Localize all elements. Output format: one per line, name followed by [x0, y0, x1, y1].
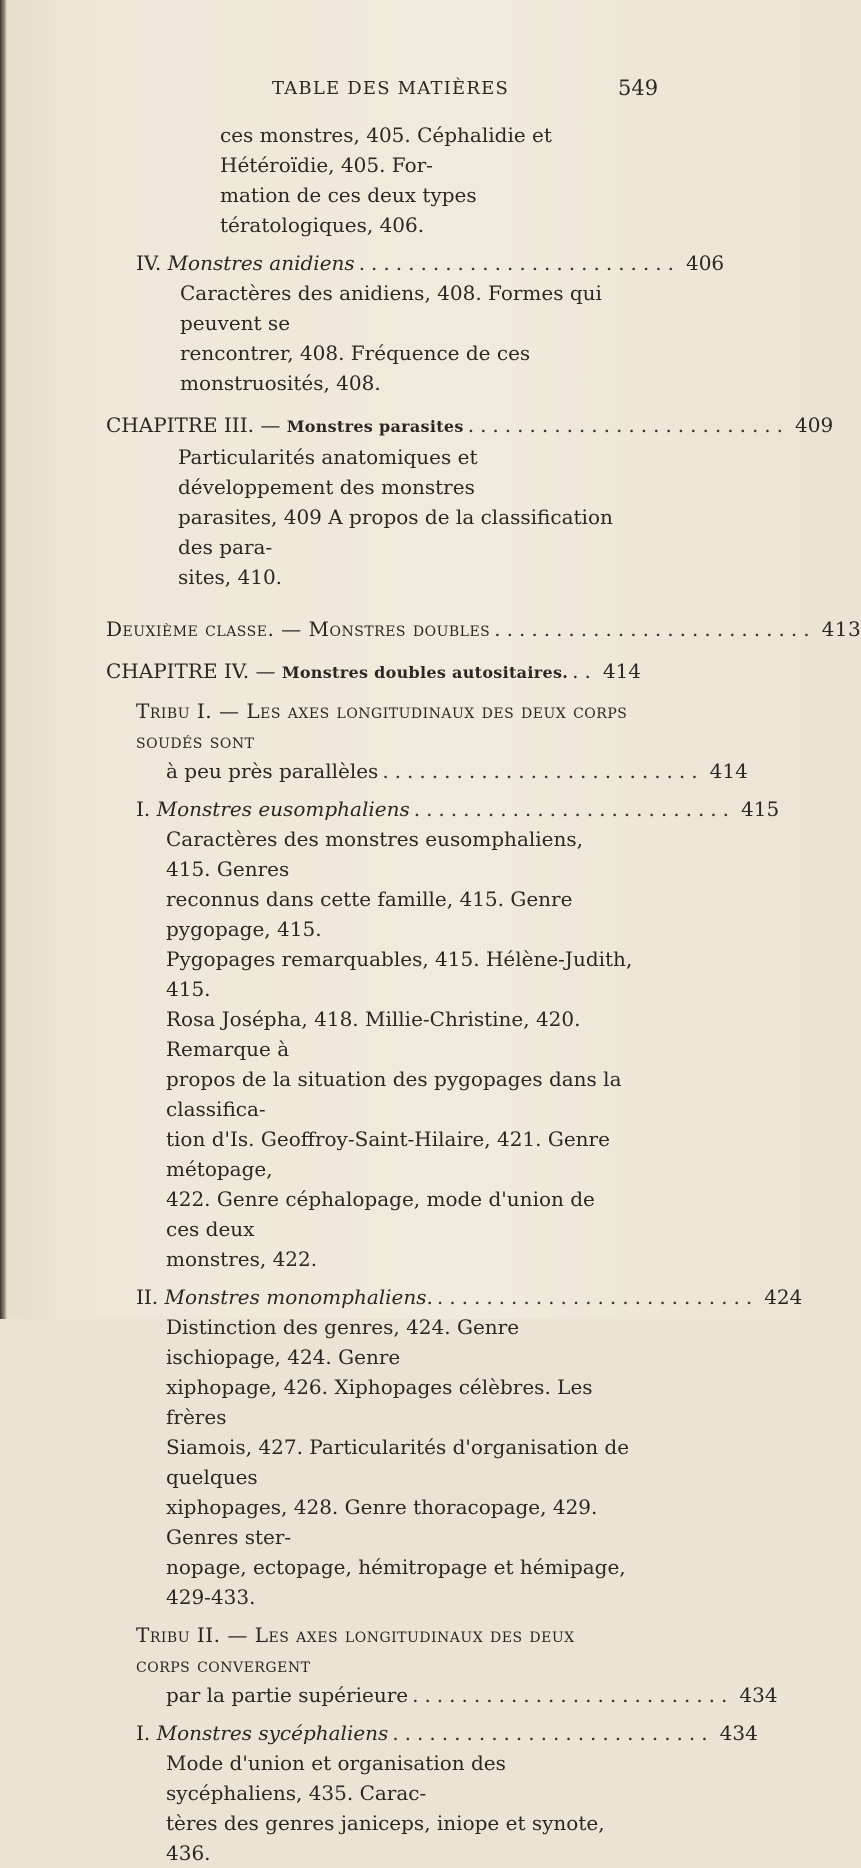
text-line: Siamois, 427. Particularités d'organisation de quelques [166, 1435, 630, 1489]
dot-leader: .......................... [436, 1285, 759, 1309]
toc-tribu-1-heading [136, 696, 633, 756]
toc-text-block [180, 278, 633, 398]
dot-leader: .......................... [412, 1683, 734, 1707]
toc-entry-partie-superieure[interactable] [166, 1680, 778, 1710]
text-line: Particularités anatomiques et développement des monstres [178, 445, 478, 499]
toc-entry-chapitre-3[interactable] [106, 410, 834, 442]
text-line: Mode d'union et organisation des sycéphaliens, 435. Carac- [166, 1751, 506, 1805]
running-title: TABLE DES MATIÈRES [272, 78, 510, 99]
entry-page-number: 409 [795, 413, 834, 437]
entry-page-number: 415 [741, 797, 780, 821]
entry-page-number: 434 [739, 1683, 778, 1707]
entry-page-number: 406 [685, 251, 725, 275]
dot-leader: .. [572, 659, 597, 683]
text-line: Tribu I. — Les axes longitudinaux des deux corps soudés sont [136, 699, 628, 753]
entry-page-number: 424 [764, 1285, 803, 1309]
dot-leader: .......................... [358, 251, 680, 275]
toc-text-block [220, 120, 633, 240]
text-line: nopage, ectopage, hémitropage et hémipage, 429-433. [166, 1555, 626, 1609]
entry-title: à peu près parallèles [166, 759, 379, 783]
binding-shadow [0, 0, 7, 1319]
text-line: xiphopage, 426. Xiphopages célèbres. Les frères [166, 1375, 593, 1429]
toc-entry-chapitre-4[interactable] [106, 656, 642, 688]
entry-page-number: 434 [719, 1721, 758, 1745]
entry-prefix: CHAPITRE III. — [106, 413, 281, 437]
text-line: 422. Genre céphalopage, mode d'union de ces deux [166, 1187, 595, 1241]
toc-text-block [166, 1312, 633, 1612]
entry-title: Monstres parasites [286, 417, 464, 436]
text-line: Distinction des genres, 424. Genre ischiopage, 424. Genre [166, 1315, 520, 1369]
toc-tribu-2-heading [136, 1620, 633, 1680]
toc-entry-monstres-monomphaliens[interactable] [136, 1282, 803, 1312]
text-line: xiphopages, 428. Genre thoracopage, 429. Genres ster- [166, 1495, 598, 1549]
dot-leader: .......................... [494, 617, 816, 641]
entry-prefix: CHAPITRE IV. — [106, 659, 276, 683]
page-header [0, 78, 800, 108]
toc-text-block [166, 1748, 633, 1868]
toc-entry-paralleles[interactable] [166, 756, 748, 786]
entry-title: Monstres eusomphaliens [156, 797, 410, 821]
dot-leader: .......................... [413, 797, 736, 821]
text-line: parasites, 409 A propos de la classification des para- [178, 505, 613, 559]
text-line: Tribu II. — Les axes longitudinaux des deux corps convergent [136, 1623, 575, 1677]
entry-title: Monstres monomphaliens. [164, 1285, 433, 1309]
entry-title: Monstres sycéphaliens [156, 1721, 389, 1745]
toc-entry-monstres-sycephaliens[interactable] [136, 1718, 758, 1748]
text-line: Pygopages remarquables, 415. Hélène-Judith, 415. [166, 947, 633, 1001]
text-line: sites, 410. [178, 565, 283, 589]
entry-title: Monstres anidiens [167, 251, 355, 275]
toc-text-block [166, 824, 633, 1274]
text-line: propos de la situation des pygopages dans la classifica- [166, 1067, 622, 1121]
toc-entry-deuxieme-classe[interactable] [106, 614, 861, 644]
entry-title: Monstres doubles [308, 617, 491, 641]
text-line: reconnus dans cette famille, 415. Genre pygopage, 415. [166, 887, 573, 941]
entry-title: Monstres doubles autositaires. [281, 663, 569, 682]
page-number: 549 [618, 76, 659, 100]
text-line: Caractères des anidiens, 408. Formes qui peuvent se [180, 281, 602, 335]
text-line: Rosa Josépha, 418. Millie-Christine, 420. Remarque à [166, 1007, 581, 1061]
toc-entry-monstres-anidiens[interactable] [136, 248, 725, 278]
toc-text-block [178, 442, 633, 592]
text-line: mation de ces deux types tératologiques, 406. [220, 183, 477, 237]
table-of-contents [106, 120, 861, 1868]
text-line: Caractères des monstres eusomphaliens, 415. Genres [166, 827, 583, 881]
text-line: tion d'Is. Geoffroy-Saint-Hilaire, 421. Genre métopage, [166, 1127, 610, 1181]
entry-page-number: 414 [602, 659, 642, 683]
entry-prefix: IV. [136, 251, 162, 275]
entry-title: par la partie supérieure [166, 1683, 409, 1707]
entry-page-number: 413 [821, 617, 861, 641]
entry-prefix: Deuxième classe. — [106, 617, 302, 641]
text-line: tères des genres janiceps, iniope et synote, 436. [166, 1811, 605, 1865]
toc-entry-monstres-eusomphaliens[interactable] [136, 794, 780, 824]
entry-prefix: II. [136, 1285, 159, 1309]
dot-leader: .......................... [382, 759, 704, 783]
text-line: rencontrer, 408. Fréquence de ces monstruosités, 408. [180, 341, 531, 395]
text-line: monstres, 422. [166, 1247, 318, 1271]
entry-prefix: I. [136, 797, 151, 821]
entry-prefix: I. [136, 1721, 151, 1745]
text-line: ces monstres, 405. Céphalidie et Hétéroïdie, 405. For- [220, 123, 552, 177]
dot-leader: .......................... [467, 413, 790, 437]
dot-leader: .......................... [392, 1721, 714, 1745]
entry-page-number: 414 [709, 759, 748, 783]
